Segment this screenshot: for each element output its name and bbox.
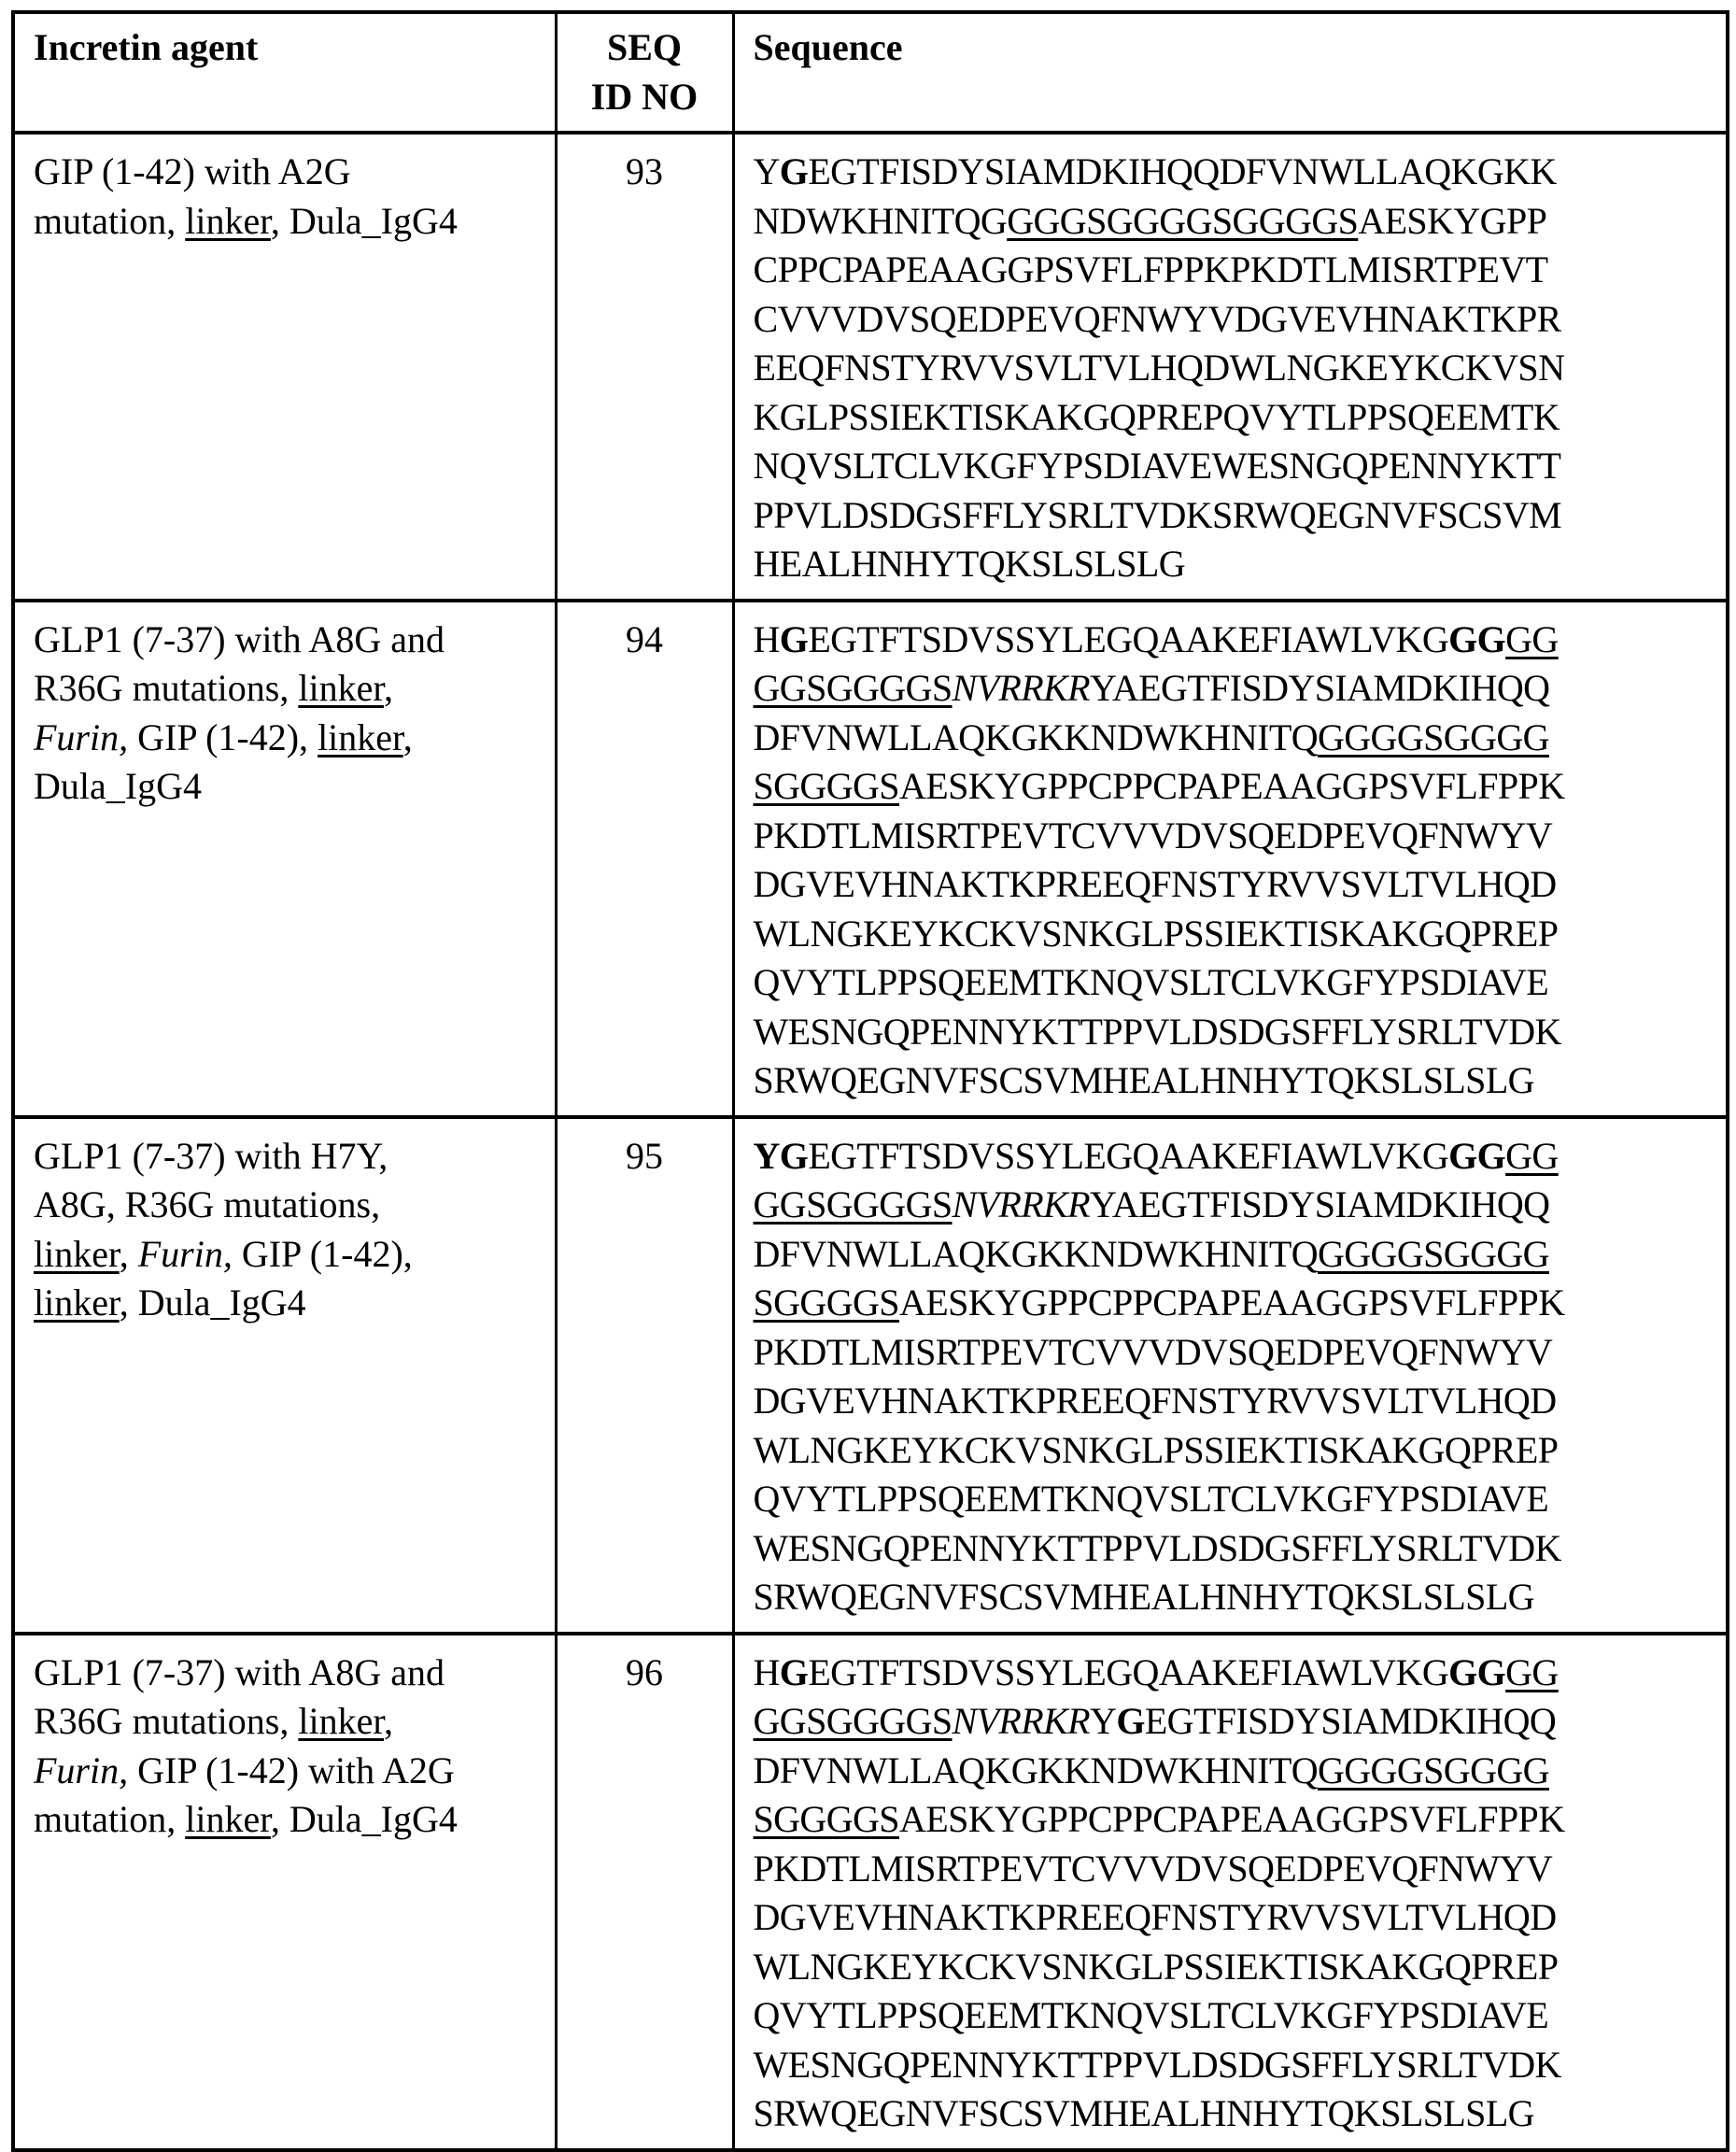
text-segment: PKDTLMISRTPEVTCVVVDVSQEDPEVQFNWYV	[753, 814, 1553, 857]
text-line	[754, 1943, 1708, 1992]
text-line	[754, 664, 1708, 714]
underlined-segment: linker	[34, 1232, 120, 1275]
text-segment: DGVEVHNAKTKPREEQFNSTYRVVSVLTVLHQD	[753, 1896, 1557, 1938]
text-line	[754, 295, 1708, 345]
text-segment: CVVVDVSQEDPEVQFNWYVDGVEVHNAKTKPR	[753, 297, 1561, 340]
italic-segment: Furin,	[34, 715, 129, 758]
text-segment: EGTFTSDVSSYLEGQAAKEFIAWLVKG	[808, 1134, 1449, 1177]
text-segment: DFVNWLLAQKGKKNDWKHNITQ	[753, 1748, 1318, 1791]
sequence-cell	[733, 1117, 1728, 1634]
text-segment: GLP1 (7-37) with H7Y,	[34, 1134, 388, 1177]
text-segment: SRWQEGNVFSCSVMHEALHNHYTQKSLSLSLG	[753, 1576, 1534, 1618]
incretin-sequence-table	[11, 10, 1729, 2152]
underlined-segment: GG	[1505, 1134, 1559, 1177]
text-line	[754, 714, 1708, 763]
text-segment: EGTFTSDVSSYLEGQAAKEFIAWLVKG	[808, 617, 1449, 660]
bold-segment: GG	[1448, 617, 1506, 660]
text-segment: AESKYGPPCPPCPAPEAAGGPSVFLFPPK	[898, 1281, 1565, 1324]
text-line	[34, 1230, 536, 1280]
text-segment: CPPCPAPEAAGGPSVFLFPPKPKDTLMISRTPEVT	[753, 248, 1548, 290]
text-line	[754, 1845, 1708, 1894]
seq-id-cell	[556, 133, 733, 601]
seq-id-value: 96	[626, 1650, 663, 1693]
text-segment: YAEGTFISDYSIAMDKIHQQ	[1090, 1183, 1550, 1225]
text-line	[754, 910, 1708, 959]
text-line	[754, 1056, 1708, 1106]
text-line	[754, 344, 1708, 393]
underlined-segment: linker	[185, 199, 271, 242]
text-segment: Y	[753, 150, 780, 192]
underlined-segment: linker	[318, 715, 403, 758]
text-line	[754, 1573, 1708, 1622]
text-line	[34, 1795, 536, 1845]
bold-segment: G	[779, 1650, 809, 1693]
text-segment: PPVLDSDGSFFLYSRLTVDKSRWQEGNVFSCSVM	[753, 493, 1561, 536]
text-line	[754, 1991, 1708, 2041]
text-line	[754, 860, 1708, 910]
underlined-segment: GGGGSGGGG	[1317, 715, 1549, 758]
seq-id-cell	[556, 1117, 733, 1634]
text-line	[754, 1328, 1708, 1378]
text-segment: GIP (1-42) with A2G	[128, 1748, 455, 1791]
bold-segment: G	[1116, 1700, 1145, 1742]
text-line	[754, 1132, 1708, 1182]
italic-segment: NVRRKR	[952, 667, 1091, 709]
seq-id-value: 95	[626, 1134, 663, 1177]
text-line	[754, 1893, 1708, 1943]
text-segment: PKDTLMISRTPEVTCVVVDVSQEDPEVQFNWYV	[753, 1847, 1553, 1890]
header-sequence	[733, 12, 1728, 133]
text-segment: DFVNWLLAQKGKKNDWKHNITQ	[753, 715, 1318, 758]
header-agent-label: Incretin agent	[34, 26, 259, 68]
underlined-segment: linker	[298, 667, 385, 709]
text-line	[754, 1697, 1708, 1747]
bold-segment: GG	[1448, 1134, 1506, 1177]
underlined-segment: linker	[298, 1700, 385, 1742]
text-segment: AESKYGPPCPPCPAPEAAGGPSVFLFPPK	[898, 765, 1565, 807]
text-segment: GIP (1-42),	[128, 715, 318, 758]
seq-id-value: 93	[626, 150, 663, 192]
text-line	[34, 197, 536, 247]
text-segment: KGLPSSIEKTISKAKGQPREPQVYTLPPSQEEMTK	[753, 395, 1560, 438]
text-segment: mutation,	[34, 1798, 186, 1840]
text-line	[754, 393, 1708, 443]
text-line	[754, 2089, 1708, 2139]
seq-id-cell	[556, 601, 733, 1117]
sequence-cell	[733, 601, 1728, 1117]
seq-id-cell	[556, 1634, 733, 2150]
text-segment: HEALHNHYTQKSLSLSLG	[753, 543, 1186, 585]
text-segment: WLNGKEYKCKVSNKGLPSSIEKTISKAKGQPREP	[753, 1945, 1559, 1988]
text-segment: AESKYGPP	[1358, 199, 1547, 242]
text-segment: WESNGQPENNYKTTPPVLDSDGSFFLYSRLTVDK	[753, 1010, 1561, 1053]
text-line	[754, 197, 1708, 247]
text-segment: , Dula_IgG4	[270, 1798, 458, 1840]
text-segment: NDWKHNITQG	[753, 199, 1008, 242]
text-segment: H	[753, 1650, 780, 1693]
text-line	[754, 442, 1708, 491]
text-segment: H	[753, 617, 780, 660]
text-segment: , Dula_IgG4	[119, 1281, 306, 1324]
text-line	[754, 1475, 1708, 1524]
text-segment: ,	[119, 1232, 138, 1275]
text-segment: QVYTLPPSQEEMTKNQVSLTCLVKGFYPSDIAVE	[753, 961, 1549, 1003]
text-line	[754, 1426, 1708, 1476]
text-segment: SRWQEGNVFSCSVMHEALHNHYTQKSLSLSLG	[753, 1059, 1534, 1101]
text-line	[754, 1181, 1708, 1230]
underlined-segment: linker	[185, 1798, 271, 1840]
text-segment: R36G mutations,	[34, 1700, 299, 1742]
underlined-segment: SGGGGS	[753, 765, 899, 807]
text-segment: ,	[384, 667, 394, 709]
text-line	[754, 148, 1708, 197]
text-segment: WLNGKEYKCKVSNKGLPSSIEKTISKAKGQPREP	[753, 1428, 1559, 1471]
text-line	[754, 958, 1708, 1008]
text-segment: NQVSLTCLVKGFYPSDIAVEWESNGQPENNYKTT	[753, 445, 1561, 487]
text-line	[754, 1795, 1708, 1845]
text-segment: R36G mutations,	[34, 667, 299, 709]
text-line	[754, 812, 1708, 861]
text-segment: GIP (1-42) with A2G	[34, 150, 351, 192]
text-line	[754, 1649, 1708, 1698]
text-line	[754, 540, 1708, 589]
text-line	[754, 1524, 1708, 1574]
text-segment: EGTFISDYSIAMDKIHQQ	[1144, 1700, 1557, 1742]
text-line	[754, 1279, 1708, 1328]
italic-segment: NVRRKR	[952, 1700, 1091, 1742]
seq-id-value: 94	[626, 617, 663, 660]
text-line	[34, 148, 536, 197]
italic-segment: Furin,	[34, 1748, 129, 1791]
underlined-segment: linker	[34, 1281, 120, 1324]
text-line	[754, 246, 1708, 295]
underlined-segment: GG	[1505, 617, 1559, 660]
underlined-segment: GGSGGGGS	[753, 667, 953, 709]
agent-cell	[13, 1634, 556, 2150]
text-segment: EGTFISDYSIAMDKIHQQDFVNWLLAQKGKK	[808, 150, 1557, 192]
table-row	[13, 601, 1728, 1117]
table-row	[13, 1634, 1728, 2150]
text-segment: ,	[384, 1700, 394, 1742]
text-line	[754, 616, 1708, 665]
sequence-cell	[733, 1634, 1728, 2150]
underlined-segment: GG	[1505, 1650, 1559, 1693]
text-segment: GLP1 (7-37) with A8G and	[34, 617, 445, 660]
underlined-segment: GGGGSGGGG	[1317, 1748, 1549, 1791]
text-segment: DGVEVHNAKTKPREEQFNSTYRVVSVLTVLHQD	[753, 863, 1557, 905]
underlined-segment: GGSGGGGS	[753, 1700, 953, 1742]
text-line	[34, 1697, 536, 1747]
text-segment: WLNGKEYKCKVSNKGLPSSIEKTISKAKGQPREP	[753, 912, 1559, 955]
sequence-cell	[733, 133, 1728, 601]
header-seq-id-line1: SEQ	[606, 26, 683, 68]
text-segment: QVYTLPPSQEEMTKNQVSLTCLVKGFYPSDIAVE	[753, 1994, 1549, 2036]
text-segment: SRWQEGNVFSCSVMHEALHNHYTQKSLSLSLG	[753, 2092, 1534, 2134]
text-segment: AESKYGPPCPPCPAPEAAGGPSVFLFPPK	[898, 1798, 1565, 1840]
bold-segment: G	[779, 150, 809, 192]
text-line	[34, 616, 536, 665]
text-segment: A8G, R36G mutations,	[34, 1183, 381, 1225]
bold-segment: G	[779, 617, 809, 660]
underlined-segment: GGGGSGGGG	[1317, 1232, 1549, 1275]
header-sequence-label: Sequence	[753, 26, 903, 68]
text-line	[34, 762, 536, 812]
agent-cell	[13, 133, 556, 601]
italic-segment: NVRRKR	[952, 1183, 1091, 1225]
text-line	[34, 1181, 536, 1230]
text-segment: Y	[1090, 1700, 1117, 1742]
text-segment: GLP1 (7-37) with A8G and	[34, 1650, 445, 1693]
header-incretin-agent	[13, 12, 556, 133]
text-line	[34, 1747, 536, 1796]
text-line	[34, 1279, 536, 1328]
text-line	[34, 1132, 536, 1182]
text-segment: QVYTLPPSQEEMTKNQVSLTCLVKGFYPSDIAVE	[753, 1478, 1549, 1520]
agent-cell	[13, 601, 556, 1117]
text-segment: ,	[402, 715, 413, 758]
text-segment: mutation,	[34, 199, 186, 242]
text-line	[754, 1747, 1708, 1796]
text-segment: Dula_IgG4	[34, 765, 202, 807]
text-line	[754, 1008, 1708, 1057]
underlined-segment: SGGGGS	[753, 1281, 899, 1324]
text-line	[34, 664, 536, 714]
text-segment: EEQFNSTYRVVSVLTVLHQDWLNGKEYKCKVSN	[753, 347, 1565, 389]
agent-cell	[13, 1117, 556, 1634]
header-seq-id-line2: ID NO	[590, 75, 699, 118]
text-segment: WESNGQPENNYKTTPPVLDSDGSFFLYSRLTVDK	[753, 2043, 1561, 2086]
table-header-row	[13, 12, 1728, 133]
text-segment: EGTFTSDVSSYLEGQAAKEFIAWLVKG	[808, 1650, 1449, 1693]
text-segment: YAEGTFISDYSIAMDKIHQQ	[1090, 667, 1550, 709]
italic-segment: Furin,	[137, 1232, 233, 1275]
text-segment: WESNGQPENNYKTTPPVLDSDGSFFLYSRLTVDK	[753, 1526, 1561, 1569]
text-line	[754, 491, 1708, 541]
text-line	[754, 762, 1708, 812]
text-segment: DFVNWLLAQKGKKNDWKHNITQ	[753, 1232, 1318, 1275]
table-row	[13, 1117, 1728, 1634]
underlined-segment: GGGSGGGGSGGGGS	[1007, 199, 1359, 242]
text-line	[34, 1649, 536, 1698]
underlined-segment: GGSGGGGS	[753, 1183, 953, 1225]
bold-segment: YG	[753, 1134, 809, 1177]
text-segment: PKDTLMISRTPEVTCVVVDVSQEDPEVQFNWYV	[753, 1330, 1553, 1373]
underlined-segment: SGGGGS	[753, 1798, 899, 1840]
text-segment: DGVEVHNAKTKPREEQFNSTYRVVSVLTVLHQD	[753, 1380, 1557, 1422]
text-segment: , Dula_IgG4	[270, 199, 458, 242]
text-segment: GIP (1-42),	[232, 1232, 413, 1275]
table-row	[13, 133, 1728, 601]
header-seq-id-no	[556, 12, 733, 133]
bold-segment: GG	[1448, 1650, 1506, 1693]
text-line	[754, 1377, 1708, 1426]
text-line	[754, 2041, 1708, 2090]
text-line	[34, 714, 536, 763]
text-line	[754, 1230, 1708, 1280]
